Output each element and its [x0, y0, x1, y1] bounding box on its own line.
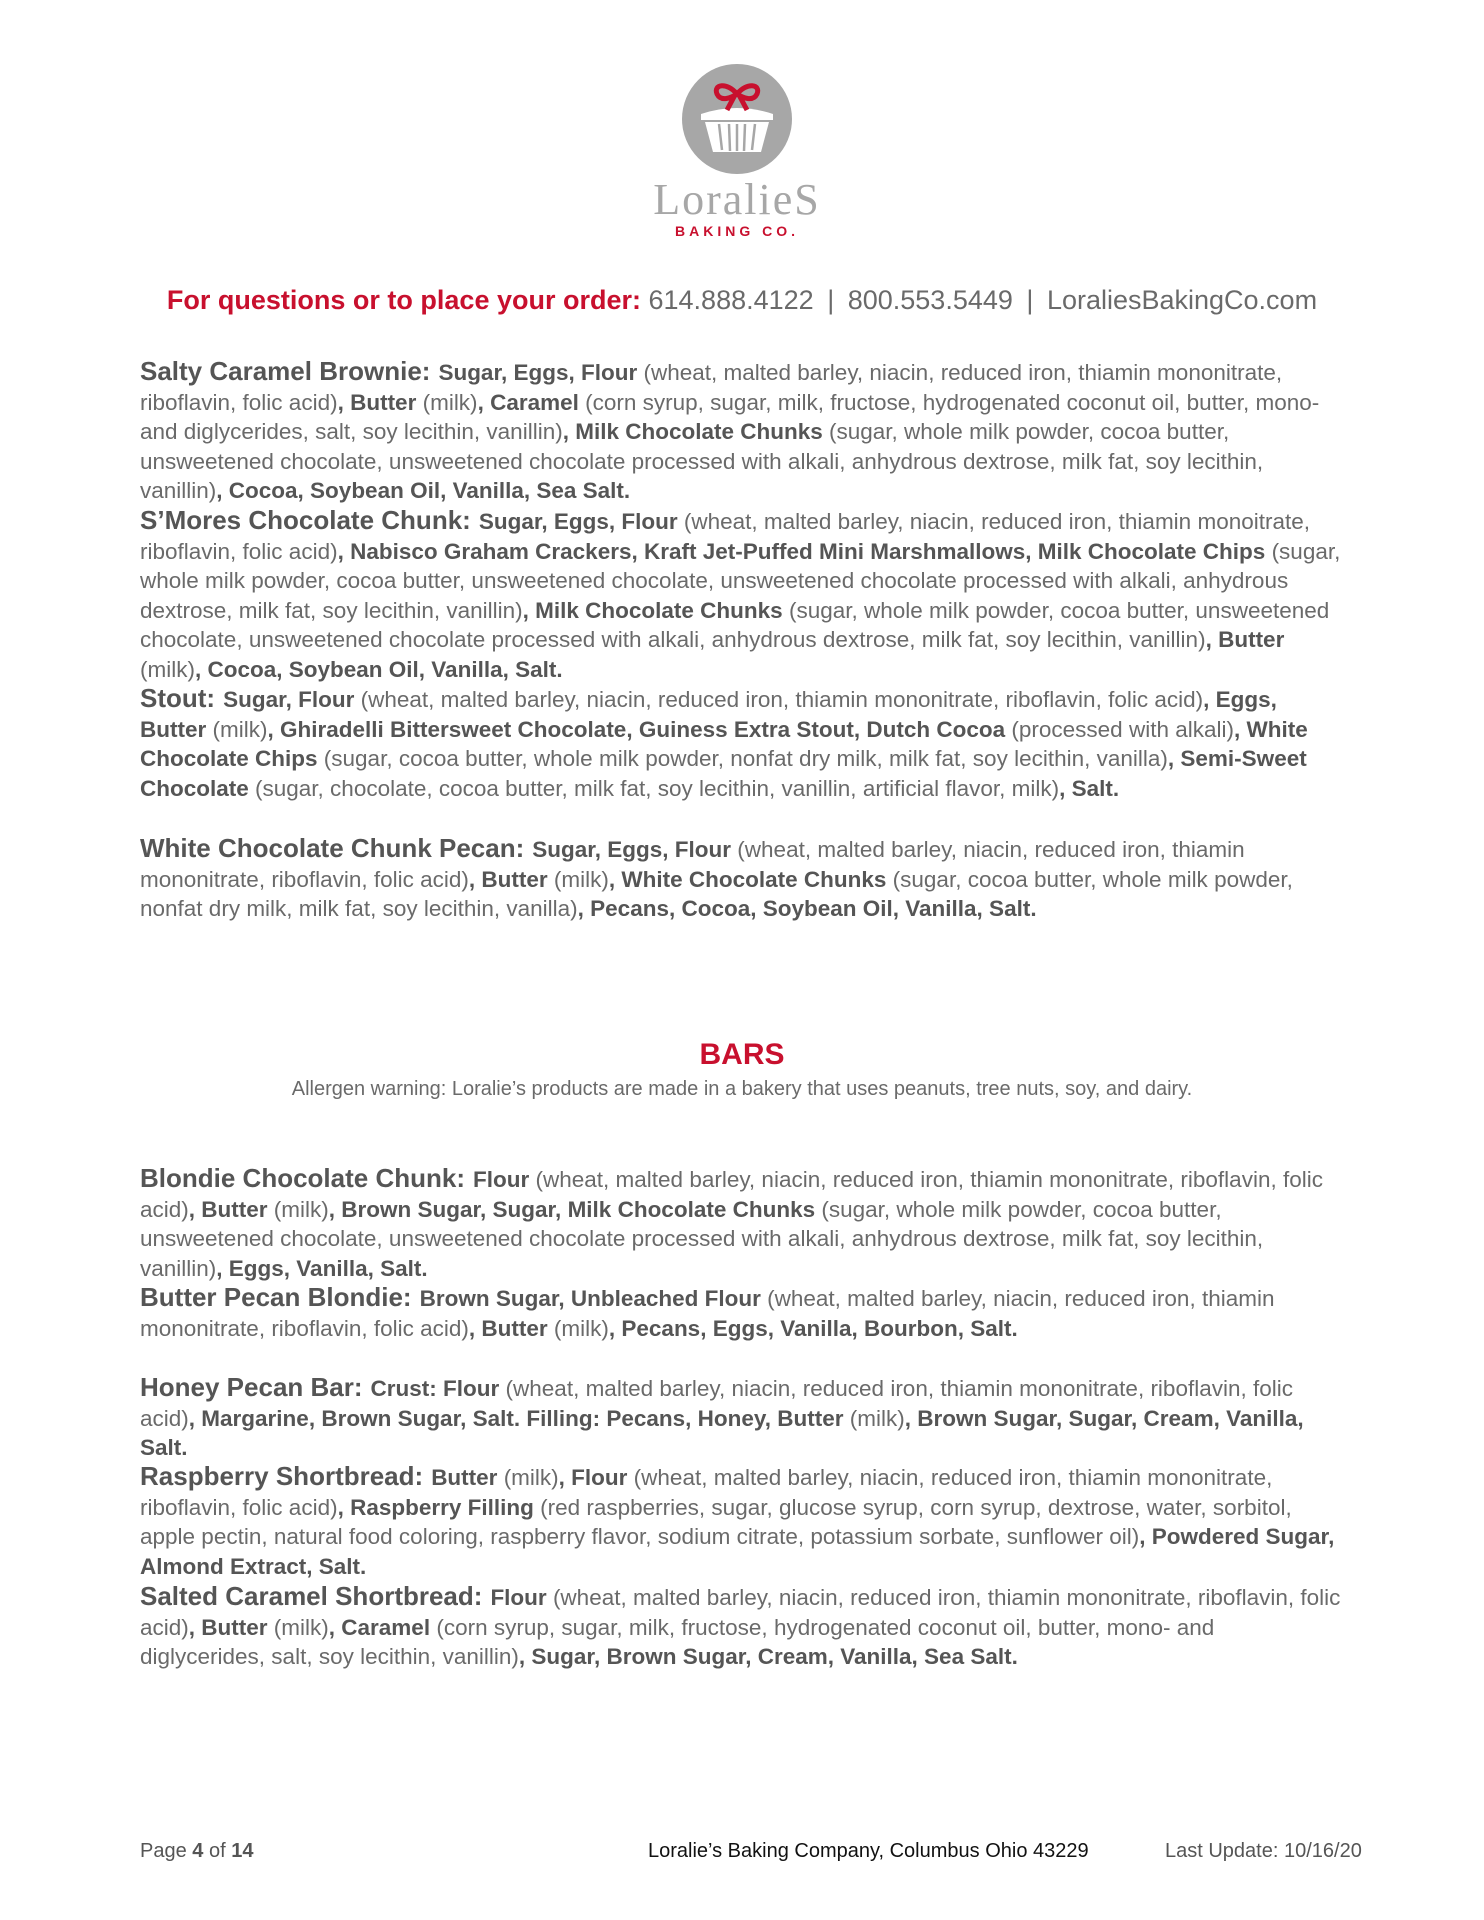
ingredient-bold: , Milk Chocolate Chunks [562, 419, 823, 445]
product-smores-chocolate-chunk [140, 506, 1344, 685]
ingredient-bold: , Caramel [328, 1614, 431, 1640]
ingredient-bold: , Ghiradelli Bittersweet Chocolate, Guiness Extra Stout, Dutch Cocoa [267, 716, 1006, 742]
ingredient-bold: , Semi-Sweet Chocolate [140, 746, 1307, 801]
ingredient-detail: (sugar, cocoa butter, whole milk powder, nonfat dry milk, milk fat, soy lecithin, vanilla) [140, 866, 1293, 922]
ingredient-bold: Flour [490, 1585, 547, 1610]
ingredient-detail: (wheat, malted barley, niacin, reduced iron, thiamin mononitrate, riboflavin, folic acid) [140, 1585, 1341, 1640]
ingredient-bold: , Butter [468, 866, 548, 892]
separator: | [1026, 285, 1034, 315]
page-total: 14 [231, 1840, 254, 1862]
ingredient-detail: (sugar, whole milk powder, cocoa butter, unsweetened chocolate, unsweetened chocolate processed with alkali, anhydrous dextrose, milk fat, soy lecithin, vanillin) [140, 1196, 1264, 1281]
ingredient-detail: (milk) [206, 716, 268, 742]
ingredient-bold: , Milk Chocolate Chunks [522, 597, 783, 623]
ingredient-bold: , Cocoa, Soybean Oil, Vanilla, Salt. [194, 656, 563, 682]
ingredient-bold: , Butter [468, 1315, 548, 1341]
ingredient-detail: (wheat, malted barley, niacin, reduced iron, thiamin mononitrate, riboflavin, folic acid) [140, 837, 1245, 892]
page-current: 4 [192, 1840, 204, 1862]
ingredient-detail: (wheat, malted barley, niacin, reduced iron, thiamin mononitrate, riboflavin, folic acid) [354, 687, 1204, 712]
product-name: S’Mores Chocolate Chunk: [140, 505, 471, 535]
product-stout [140, 684, 1344, 803]
ingredient-detail: (milk) [267, 1196, 329, 1222]
phone-number-2[interactable]: 800.553.5449 [847, 285, 1013, 315]
product-name: Raspberry Shortbread: [140, 1461, 424, 1491]
ingredient-detail: (wheat, malted barley, niacin, reduced iron, thiamin monoitrate, riboflavin, folic acid) [140, 509, 1311, 564]
ingredient-bold: , Pecans, Cocoa, Soybean Oil, Vanilla, Salt. [577, 896, 1037, 922]
ingredient-detail: (red raspberries, sugar, glucose syrup, corn syrup, dextrose, water, sorbitol, apple pectin, natural food coloring, raspberry flavor, sodium citrate, potassium sorbate, sunflower oil) [140, 1494, 1292, 1550]
product-name: Butter Pecan Blondie: [140, 1282, 412, 1312]
ingredient-detail: (milk) [267, 1614, 329, 1640]
brand-logo [637, 64, 837, 239]
ingredient-bold: Flour [473, 1167, 530, 1192]
ingredient-bold: , Powdered Sugar, Almond Extract, Salt. [140, 1524, 1335, 1579]
ingredient-detail: (sugar, cocoa butter, whole milk powder, nonfat dry milk, milk fat, soy lecithin, vanilla) [317, 746, 1168, 772]
ingredient-detail: (milk) [843, 1405, 905, 1431]
ingredient-detail: (wheat, malted barley, niacin, reduced iron, thiamin mononitrate, riboflavin, folic acid) [140, 1376, 1293, 1431]
ingredient-bold: , Cocoa, Soybean Oil, Vanilla, Sea Salt. [216, 478, 631, 504]
ingredient-detail: (sugar, whole milk powder, cocoa butter, unsweetened chocolate, unsweetened chocolate processed with alkali, anhydrous dextrose, milk fat, soy lecithin, vanillin) [140, 538, 1341, 623]
ingredient-detail: (sugar, chocolate, cocoa butter, milk fat, soy lecithin, vanillin, artificial flavor, milk) [248, 775, 1060, 801]
product-name: Blondie Chocolate Chunk: [140, 1163, 465, 1193]
ingredient-bold: Sugar, Eggs, Flour [478, 509, 678, 534]
ingredient-bold: , White Chocolate Chips [140, 716, 1308, 772]
ingredient-bold: , Salt. [1059, 775, 1120, 801]
product-white-chocolate-chunk-pecan [140, 834, 1344, 924]
ingredient-detail: (wheat, malted barley, niacin, reduced iron, thiamin mononitrate, riboflavin, folic acid) [140, 1167, 1323, 1222]
ingredient-bold: , Eggs, Butter [140, 687, 1277, 742]
ingredient-bold: Crust: Flour [370, 1376, 500, 1401]
contact-line [0, 283, 1484, 317]
product-name: White Chocolate Chunk Pecan: [140, 833, 525, 863]
ingredient-bold: Sugar, Flour [223, 687, 355, 712]
ingredient-bold: , Butter [188, 1196, 268, 1222]
ingredient-detail: (milk) [497, 1465, 559, 1490]
bar-salted-caramel-shortbread [140, 1582, 1344, 1672]
ingredient-bold: , Brown Sugar, Sugar, Milk Chocolate Chunks [328, 1196, 816, 1222]
phone-number-1[interactable]: 614.888.4122 [648, 285, 814, 315]
logo-wordmark: LoralieS [653, 175, 821, 224]
ingredient-bold: , Raspberry Filling [337, 1494, 534, 1520]
cupcake-bow-icon [677, 64, 797, 174]
section-title-bars: BARS [699, 1038, 785, 1071]
footer-last-update: Last Update: 10/16/20 [1165, 1840, 1362, 1862]
product-name: Honey Pecan Bar: [140, 1372, 363, 1402]
ingredient-detail: (wheat, malted barley, niacin, reduced iron, thiamin mononitrate, riboflavin, folic acid) [140, 1465, 1273, 1520]
ingredient-detail: (milk) [140, 656, 195, 682]
ingredient-bold: , Sugar, Brown Sugar, Cream, Vanilla, Sea Salt. [518, 1644, 1018, 1670]
ingredient-detail: (wheat, malted barley, niacin, reduced iron, thiamin mononitrate, riboflavin, folic acid) [140, 1286, 1275, 1341]
product-name: Salty Caramel Brownie: [140, 356, 431, 386]
product-name: Stout: [140, 683, 216, 713]
website-link[interactable]: LoraliesBakingCo.com [1046, 285, 1318, 315]
bar-butter-pecan-blondie [140, 1283, 1344, 1343]
ingredient-bold: , Margarine, Brown Sugar, Salt. Filling: Pecans, Honey, Butter [188, 1405, 844, 1431]
ingredient-bold: Sugar, Eggs, Flour [532, 837, 732, 862]
ingredient-bold: Brown Sugar, Unbleached Flour [419, 1286, 761, 1311]
ingredient-bold: Butter [431, 1465, 498, 1490]
product-name: Salted Caramel Shortbread: [140, 1581, 483, 1611]
separator: | [827, 285, 835, 315]
ingredient-bold: , Eggs, Vanilla, Salt. [216, 1255, 428, 1281]
ingredient-detail: (milk) [547, 1315, 609, 1341]
page-word: Page [140, 1840, 187, 1862]
ingredient-detail: (corn syrup, sugar, milk, fructose, hydrogenated coconut oil, butter, mono- and diglycerides, salt, soy lecithin, vanillin) [140, 1614, 1215, 1670]
ingredient-bold: , Butter [337, 389, 417, 415]
ingredient-detail: (processed with alkali) [1005, 716, 1234, 742]
footer-company: Loralie’s Baking Company, Columbus Ohio 43229 [648, 1840, 1089, 1862]
ingredient-bold: , Nabisco Graham Crackers, Kraft Jet-Puffed Mini Marshmallows, Milk Chocolate Chips [337, 538, 1266, 564]
ingredient-detail: (corn syrup, sugar, milk, fructose, hydrogenated coconut oil, butter, mono- and diglycerides, salt, soy lecithin, vanillin) [140, 389, 1320, 445]
ingredient-bold: Sugar, Eggs, Flour [438, 360, 638, 385]
ingredient-detail: (milk) [547, 866, 609, 892]
ingredient-bold: , Caramel [477, 389, 579, 415]
ingredient-detail: (wheat, malted barley, niacin, reduced iron, thiamin mononitrate, riboflavin, folic acid) [140, 360, 1283, 415]
allergen-warning: Allergen warning: Loralie’s products are made in a bakery that uses peanuts, tree nuts, soy, and dairy. [291, 1078, 1193, 1100]
ingredient-bold: , Butter [1205, 627, 1285, 653]
logo-subtitle: BAKING CO. [675, 223, 799, 239]
bar-blondie-chocolate-chunk [140, 1164, 1344, 1283]
ingredient-bold: , Flour [558, 1465, 628, 1490]
ingredient-list [140, 687, 1308, 801]
bar-honey-pecan [140, 1373, 1344, 1463]
ingredient-detail: (sugar, whole milk powder, cocoa butter, unsweetened chocolate, unsweetened chocolate processed with alkali, anhydrous dextrose, milk fat, soy lecithin, vanillin) [140, 597, 1330, 653]
ingredient-bold: , Pecans, Eggs, Vanilla, Bourbon, Salt. [608, 1315, 1018, 1341]
page-of: of [208, 1840, 226, 1862]
product-salty-caramel-brownie [140, 357, 1344, 506]
bar-raspberry-shortbread [140, 1462, 1344, 1581]
ingredient-bold: , Brown Sugar, Sugar, Cream, Vanilla, Salt. [140, 1405, 1304, 1461]
ingredient-bold: , White Chocolate Chunks [608, 866, 887, 892]
ingredient-detail: (milk) [416, 389, 478, 415]
contact-label: For questions or to place your order: [166, 285, 641, 315]
page-number [140, 1836, 253, 1866]
ingredient-bold: , Butter [188, 1614, 268, 1640]
ingredient-detail: (sugar, whole milk powder, cocoa butter, unsweetened chocolate, unsweetened chocolate processed with alkali, anhydrous dextrose, milk fat, soy lecithin, vanillin) [140, 419, 1264, 504]
